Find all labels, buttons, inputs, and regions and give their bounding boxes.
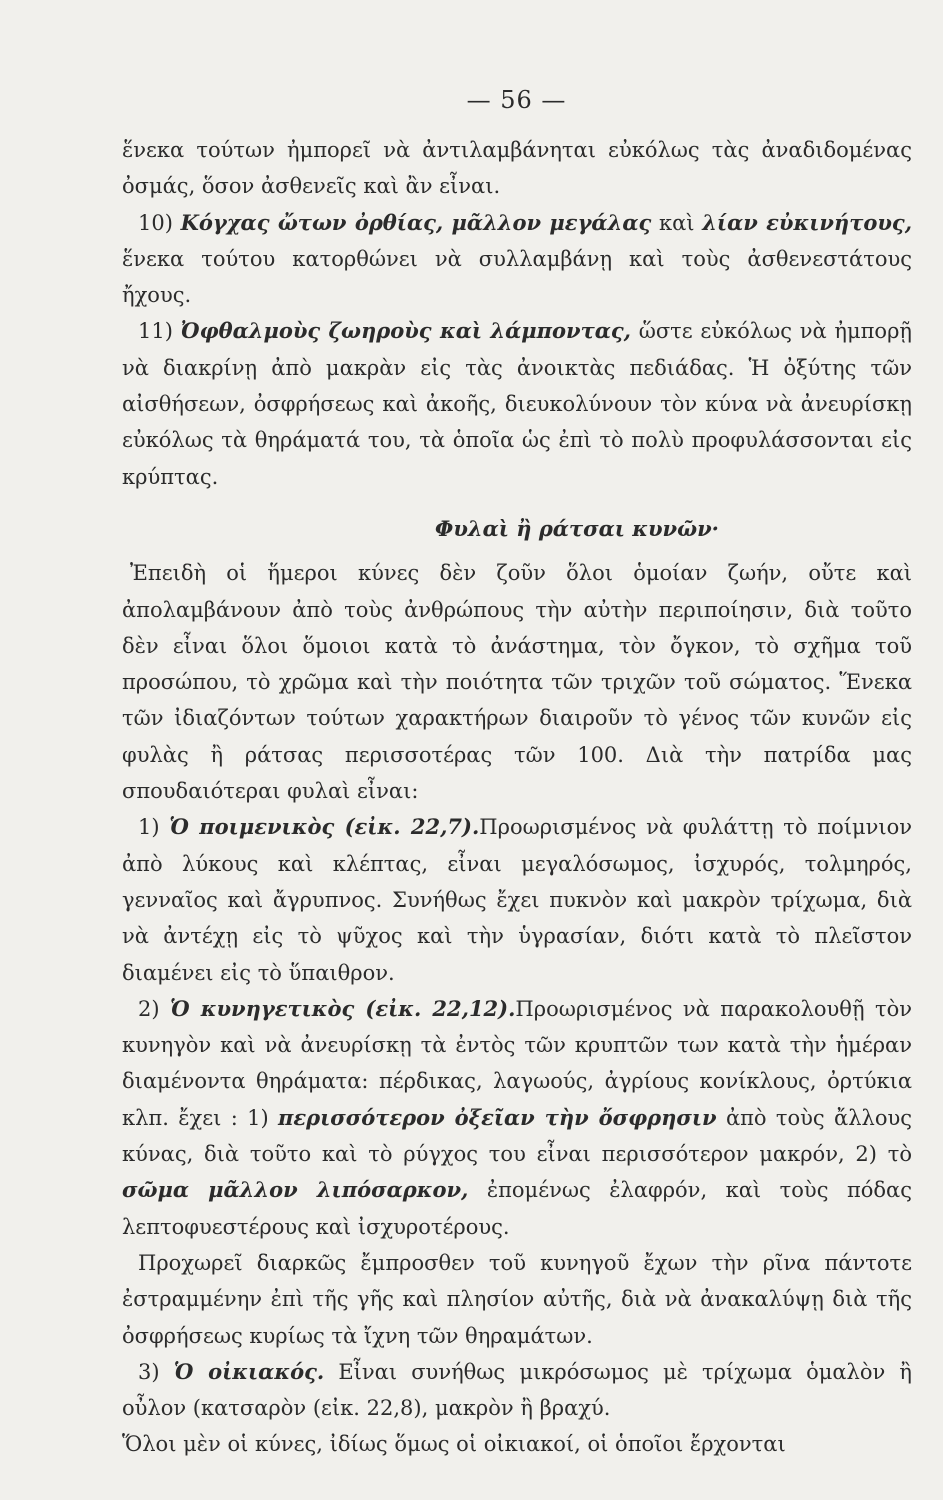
list-item-11 [122,313,912,494]
text: Προωρισμένος νὰ παρακολουθῇ τὸν κυνηγὸν καὶ νὰ ἀνευρίσκῃ τὰ ἐντὸς τῶν κρυπτῶν των κατὰ τὴν ἡμέραν διαμένοντα θηράματα: πέρδικας, λαγωούς, ἀγρίους κονίκλους, ὀρτύκια κλπ. ἔχει : 1) [122,996,912,1130]
text: ἕνεκα τούτου κατορθώνει νὰ συλλαμβάνῃ καὶ τοὺς ἀσθενεστάτους ἤχους. [122,246,912,308]
section-heading: Φυλαὶ ἢ ράτσαι κυνῶν· [435,515,719,541]
paragraph-continuation: ἕνεκα τούτων ἠμπορεῖ νὰ ἀντιλαμβάνηται εὐκόλως τὰς ἀναδιδομένας ὀσμάς, ὅσον ἀσθενεῖς καὶ ἂν εἶναι. [122,138,912,199]
breed-item-2 [122,991,912,1245]
section-intro: Ἐπειδὴ οἱ ἥμεροι κύνες δὲν ζοῦν ὅλοι ὁμοίαν ζωήν, οὔτε καὶ ἀπολαμβάνουν ἀπὸ τοὺς ἀνθρώπους τὴν αὐτὴν περιποίησιν, διὰ τοῦτο δὲν εἶναι ὅλοι ὅμοιοι κατὰ τὸ ἀνάστημα, τὸν ὄγκον, τὸ σχῆμα τοῦ προσώπου, τὸ χρῶμα καὶ τὴν ποιότητα τῶν τριχῶν τοῦ σώματος. Ἕνεκα τῶν ἰδιαζόντων τούτων χαρακτήρων διαιροῦν τὸ γένος τῶν κυνῶν εἰς φυλὰς ἢ ράτσας περισσοτέρας τῶν 100. Διὰ τὴν πατρίδα μας σπουδαιότεραι φυλαὶ εἶναι: [122,561,912,804]
breed-item-1 [122,809,912,990]
list-item-10 [122,205,912,314]
text: ὥστε εὐκόλως νὰ ἠμπορῇ νὰ διακρίνῃ ἀπὸ μακρὰν εἰς τὰς ἀνοικτὰς πεδιάδας. Ἡ ὀξύτης τῶν αἰσθήσεων, ὀσφρήσεως καὶ ἀκοῆς, διευκολύνουν τὸν κύνα νὰ ἀνευρίσκῃ εὐκόλως τὰ θηράματά του, τὰ ὁποῖα ὡς ἐπὶ τὸ πολὺ προφυλάσσονται εἰς κρύπτας. [122,319,912,489]
paragraph-hunting: Προχωρεῖ διαρκῶς ἔμπροσθεν τοῦ κυνηγοῦ ἔχων τὴν ρῖνα πάντοτε ἐστραμμένην ἐπὶ τῆς γῆς καὶ πλησίον αὐτῆς, διὰ νὰ ἀνακαλύψῃ διὰ τῆς ὀσφρήσεως κυρίως τὰ ἴχνη τῶν θηραμάτων. [122,1250,912,1348]
breed-title: Ὁ κυνηγετικὸς (εἰκ. 22,12). [170,995,516,1021]
item-number: 10) [138,210,181,235]
text: Προωρισμένος νὰ φυλάττῃ τὸ ποίμνιον ἀπὸ λύκους καὶ κλέπτας, εἶναι μεγαλόσωμος, ἰσχυρός, τολμηρός, γενναῖος καὶ ἄγρυπνος. Συνήθως ἔχει πυκνὸν καὶ μακρὸν τρίχωμα, διὰ νὰ ἀντέχῃ εἰς τὸ ψῦχος καὶ τὴν ὑγρασίαν, διότι κατὰ τὸ πλεῖστον διαμένει εἰς τὸ ὕπαιθρον. [122,815,913,985]
item-number: 3) [138,1359,174,1384]
body-text [122,132,912,1463]
emphasis: περισσότερον ὀξεῖαν τὴν ὄσφρησιν [278,1104,717,1130]
breed-title: Ὁ ποιμενικὸς (εἰκ. 22,7). [169,814,480,840]
breed-title: Ὁ οἰκιακός. [173,1358,325,1384]
text: Εἶναι συνήθως μικρόσωμος μὲ τρίχωμα ὁμαλὸν ἢ οὖλον (κατσαρὸν (εἰκ. 22,8), μακρὸν ἢ βραχύ. [122,1359,912,1421]
paragraph-last-line: Ὅλοι μὲν οἱ κύνες, ἰδίως ὅμως οἱ οἰκιακοί, οἱ ὁποῖοι ἔρχονται [122,1432,786,1457]
item-number: 1) [138,815,170,840]
item-number: 2) [138,996,171,1021]
text: ἐπομένως ἐλαφρόν, καὶ τοὺς πόδας λεπτοφυεστέρους καὶ ἰσχυροτέρους. [122,1178,912,1239]
emphasis: λίαν εὐκινήτους, [702,209,913,235]
breed-item-3 [122,1354,912,1427]
text: καὶ [651,210,703,235]
page-number: — 56 — [466,86,567,114]
text: ἀπὸ τοὺς ἄλλους κύνας, διὰ τοῦτο καὶ τὸ ρύγχος του εἶναι περισσότερον μακρόν, 2) τὸ [122,1105,912,1167]
emphasis: σῶμα μᾶλλον λιπόσαρκον, [122,1177,469,1203]
item-number: 11) [138,319,181,344]
emphasis: Ὀφθαλμοὺς ζωηροὺς καὶ λάμποντας, [180,318,631,344]
emphasis: Κόγχας ὤτων ὀρθίας, μᾶλλον μεγάλας [180,209,652,235]
